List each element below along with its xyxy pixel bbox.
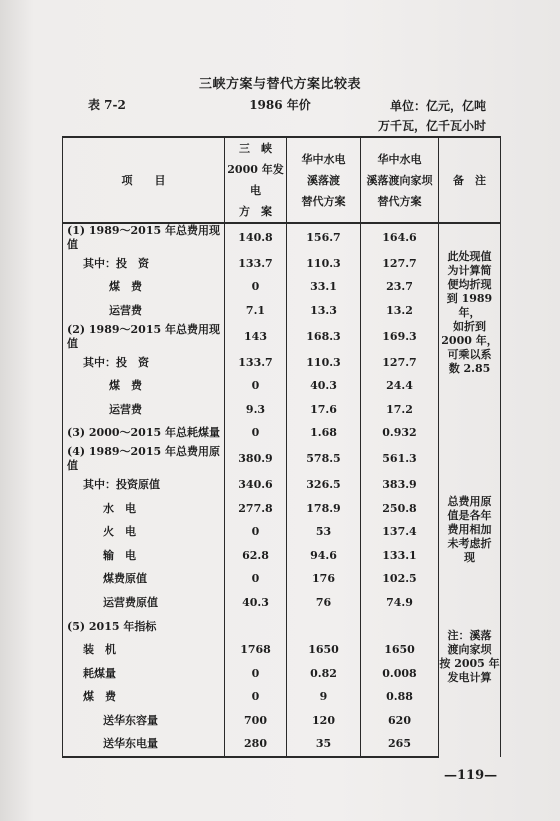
cell-xiangjiaba: 13.2: [361, 299, 439, 323]
cell-xiangjiaba: 17.2: [361, 398, 439, 422]
table-row: [63, 638, 501, 662]
unit-line-2: 万千瓦，亿千瓦小时: [377, 119, 486, 133]
note-cell-2: 总费用原 值是各年 费用相加 未考虑折 现: [439, 445, 501, 615]
cell-xiluodu: 326.5: [287, 473, 361, 497]
cell-xiangjiaba: [361, 615, 439, 639]
cell-xiangjiaba: 74.9: [361, 591, 439, 615]
table-row: [63, 497, 501, 521]
cell-sanxia: 0: [225, 276, 287, 300]
cell-xiangjiaba: 127.7: [361, 351, 439, 375]
cell-xiluodu: 13.3: [287, 299, 361, 323]
cell-xiangjiaba: 0.932: [361, 422, 439, 446]
table-row: [63, 445, 501, 473]
cell-xiluodu: 176: [287, 568, 361, 592]
cell-sanxia: 133.7: [225, 351, 287, 375]
cell-xiluodu: [287, 615, 361, 639]
table-header-row: [63, 137, 501, 223]
row-label: 煤 费: [63, 686, 225, 710]
row-label: 火 电: [63, 520, 225, 544]
col-header-item: 项 目: [63, 137, 225, 223]
cell-xiangjiaba: 169.3: [361, 323, 439, 351]
table-row: [63, 473, 501, 497]
cell-xiluodu: 1.68: [287, 422, 361, 446]
cell-xiangjiaba: 23.7: [361, 276, 439, 300]
cell-xiangjiaba: 383.9: [361, 473, 439, 497]
cell-sanxia: 140.8: [225, 223, 287, 252]
row-label: (3) 2000～2015 年总耗煤量: [63, 422, 225, 446]
row-label: 输 电: [63, 544, 225, 568]
table-row: [63, 544, 501, 568]
row-label: 水 电: [63, 497, 225, 521]
table-row: [63, 422, 501, 446]
row-label: 其中：投 资: [63, 351, 225, 375]
table-row: [63, 520, 501, 544]
cell-xiangjiaba: 127.7: [361, 252, 439, 276]
row-label: 煤 费: [63, 374, 225, 398]
row-label: 耗煤量: [63, 662, 225, 686]
table-row: [63, 252, 501, 276]
cell-xiangjiaba: 24.4: [361, 374, 439, 398]
cell-xiangjiaba: 265: [361, 733, 439, 758]
cell-xiangjiaba: 0.88: [361, 686, 439, 710]
cell-xiluodu: 178.9: [287, 497, 361, 521]
table-subtitle: 1986 年价: [249, 98, 311, 112]
cell-xiluodu: 156.7: [287, 223, 361, 252]
table-row: [63, 615, 501, 639]
row-label: 运营费: [63, 398, 225, 422]
row-label: (4) 1989～2015 年总费用原值: [63, 445, 225, 473]
note-cell-1: 此处现值 为计算简 便均折现 到 1989 年， 如折到 2000 年， 可乘以系 数 2.85: [439, 223, 501, 445]
cell-sanxia: 0: [225, 568, 287, 592]
table-row: [63, 351, 501, 375]
unit-line-1: 单位：亿元，亿吨: [389, 99, 486, 113]
cell-sanxia: 340.6: [225, 473, 287, 497]
cell-xiangjiaba: 1650: [361, 638, 439, 662]
cell-sanxia: 277.8: [225, 497, 287, 521]
row-label: (1) 1989～2015 年总费用现值: [63, 223, 225, 252]
cell-xiangjiaba: 137.4: [361, 520, 439, 544]
cell-xiluodu: 94.6: [287, 544, 361, 568]
cell-sanxia: 380.9: [225, 445, 287, 473]
row-label: 装 机: [63, 638, 225, 662]
row-label: 运营费: [63, 299, 225, 323]
cell-xiluodu: 120: [287, 709, 361, 733]
cell-xiluodu: 35: [287, 733, 361, 758]
table-number: 表 7-2: [88, 98, 126, 112]
row-label: 送华东电量: [63, 733, 225, 758]
cell-sanxia: 133.7: [225, 252, 287, 276]
table-row: [63, 686, 501, 710]
cell-xiangjiaba: 164.6: [361, 223, 439, 252]
cell-sanxia: 0: [225, 374, 287, 398]
row-label: 运营费原值: [63, 591, 225, 615]
col-header-sanxia: 三 峡 2000 年发电 方 案: [225, 137, 287, 223]
cell-xiluodu: 9: [287, 686, 361, 710]
cell-xiluodu: 40.3: [287, 374, 361, 398]
cell-xiangjiaba: 133.1: [361, 544, 439, 568]
table-row: [63, 276, 501, 300]
table-row: [63, 733, 501, 758]
cell-xiluodu: 110.3: [287, 252, 361, 276]
table-row: [63, 299, 501, 323]
cell-sanxia: 1768: [225, 638, 287, 662]
table-row: [63, 568, 501, 592]
table-row: [63, 374, 501, 398]
cell-xiangjiaba: 0.008: [361, 662, 439, 686]
comparison-table: [62, 136, 501, 758]
cell-xiluodu: 53: [287, 520, 361, 544]
row-label: 煤 费: [63, 276, 225, 300]
table-row: [63, 662, 501, 686]
row-label: (2) 1989～2015 年总费用现值: [63, 323, 225, 351]
cell-sanxia: 143: [225, 323, 287, 351]
row-label: (5) 2015 年指标: [63, 615, 225, 639]
cell-sanxia: 7.1: [225, 299, 287, 323]
table-row: [63, 398, 501, 422]
cell-sanxia: 40.3: [225, 591, 287, 615]
cell-sanxia: 9.3: [225, 398, 287, 422]
cell-sanxia: 0: [225, 422, 287, 446]
row-label: 煤费原值: [63, 568, 225, 592]
cell-sanxia: 62.8: [225, 544, 287, 568]
cell-sanxia: 0: [225, 686, 287, 710]
table-row: [63, 709, 501, 733]
table-row: [63, 591, 501, 615]
cell-xiluodu: 76: [287, 591, 361, 615]
table-row: [63, 223, 501, 252]
row-label: 其中：投 资: [63, 252, 225, 276]
row-label: 其中：投资原值: [63, 473, 225, 497]
col-header-xiluodu: 华中水电 溪落渡 替代方案: [287, 137, 361, 223]
cell-xiluodu: 33.1: [287, 276, 361, 300]
cell-xiangjiaba: 620: [361, 709, 439, 733]
cell-sanxia: 700: [225, 709, 287, 733]
page-number: —119—: [444, 768, 498, 783]
cell-xiluodu: 0.82: [287, 662, 361, 686]
cell-xiangjiaba: 102.5: [361, 568, 439, 592]
col-header-note: 备 注: [439, 137, 501, 223]
cell-sanxia: 0: [225, 520, 287, 544]
col-header-xiangjiaba: 华中水电 溪落渡向家坝 替代方案: [361, 137, 439, 223]
cell-sanxia: 0: [225, 662, 287, 686]
cell-sanxia: [225, 615, 287, 639]
cell-xiangjiaba: 561.3: [361, 445, 439, 473]
note-cell-3: 注：溪落 渡向家坝 按 2005 年 发电计算: [439, 615, 501, 758]
cell-sanxia: 280: [225, 733, 287, 758]
table-row: [63, 323, 501, 351]
table-title: 三峡方案与替代方案比较表: [198, 77, 361, 92]
cell-xiluodu: 1650: [287, 638, 361, 662]
row-label: 送华东容量: [63, 709, 225, 733]
cell-xiluodu: 110.3: [287, 351, 361, 375]
cell-xiluodu: 168.3: [287, 323, 361, 351]
cell-xiluodu: 578.5: [287, 445, 361, 473]
cell-xiangjiaba: 250.8: [361, 497, 439, 521]
cell-xiluodu: 17.6: [287, 398, 361, 422]
unit-label: [378, 96, 486, 136]
